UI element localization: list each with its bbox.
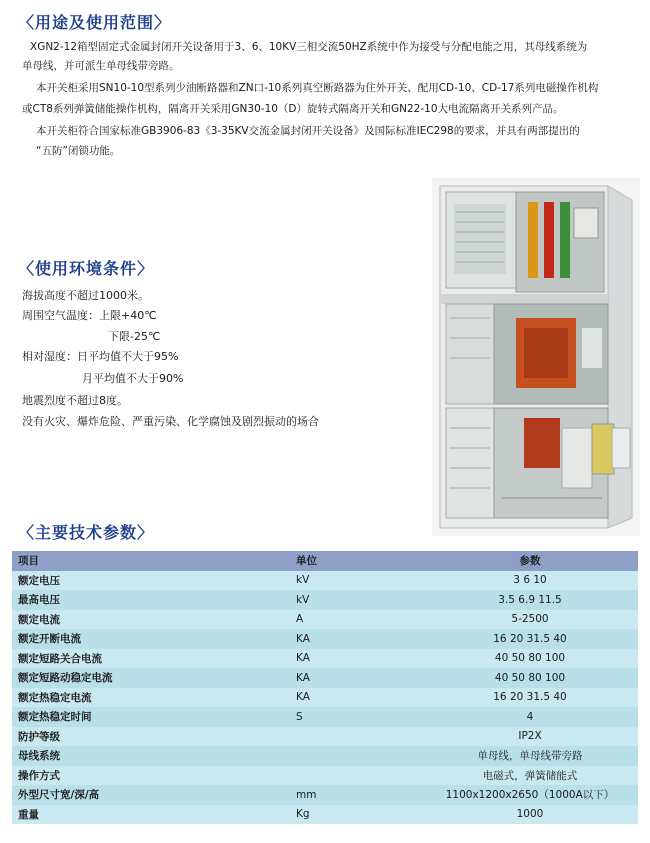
spec-header-row xyxy=(12,551,638,571)
env-humidity-month: 月平均值不大于90% xyxy=(82,372,184,385)
row-item: 额定电流 xyxy=(18,613,60,626)
row-value: 16 20 31.5 40 xyxy=(493,691,567,704)
usage-line-4: 或CT8系列弹簧储能操作机构，隔离开关采用GN30-10（D）旋转式隔离开关和GN22-10大电流隔离开关系列产品。 xyxy=(22,103,564,115)
row-item: 额定电压 xyxy=(18,574,60,587)
row-unit: kV xyxy=(296,593,310,606)
table-row xyxy=(12,668,638,688)
row-value: 4 xyxy=(526,710,534,723)
row-unit: KA xyxy=(296,632,310,645)
row-item: 额定短路关合电流 xyxy=(18,652,102,665)
header-value: 参数 xyxy=(519,555,541,568)
table-row xyxy=(12,727,638,747)
row-unit: KA xyxy=(296,691,310,704)
usage-line-1: XGN2-12箱型固定式金属封闭开关设备用于3、6、10KV三相交流50HZ系统中作为接受与分配电能之用，其母线系统为 xyxy=(30,41,588,53)
table-row xyxy=(12,629,638,649)
row-value: 电磁式，弹簧储能式 xyxy=(482,769,578,782)
table-row xyxy=(12,590,638,610)
row-item: 额定开断电流 xyxy=(18,633,81,646)
row-item: 额定短路动稳定电流 xyxy=(18,672,113,685)
row-value: 1000 xyxy=(516,808,544,821)
env-altitude: 海拔高度不超过1000米。 xyxy=(22,289,149,302)
table-row xyxy=(12,610,638,630)
env-temp-lower: 下限-25℃ xyxy=(108,330,161,343)
table-row xyxy=(12,805,638,825)
table-row xyxy=(12,766,638,786)
row-item: 母线系统 xyxy=(18,750,60,763)
row-unit: KA xyxy=(296,652,310,665)
row-item: 操作方式 xyxy=(18,769,60,782)
env-humidity-day: 相对湿度：日平均值不大于95% xyxy=(22,350,179,363)
table-row xyxy=(12,746,638,766)
usage-line-5: 本开关柜符合国家标准GB3906-83《3-35KV交流金属封闭开关设备》及国际标准IEC298的要求，并具有两部提出的 xyxy=(36,125,580,137)
row-item: 外型尺寸宽/深/高 xyxy=(18,789,100,802)
table-row xyxy=(12,649,638,669)
section-title-specs: 〈主要技术参数〉 xyxy=(18,523,155,542)
table-row xyxy=(12,785,638,805)
row-item: 额定热稳定电流 xyxy=(18,691,92,704)
row-value: 16 20 31.5 40 xyxy=(493,632,567,645)
row-value: 3.5 6.9 11.5 xyxy=(498,593,562,606)
row-unit xyxy=(282,746,422,766)
header-unit: 单位 xyxy=(296,555,317,568)
row-unit: KA xyxy=(296,671,310,684)
row-unit: mm xyxy=(296,788,317,801)
env-hazards: 没有火灾、爆炸危险、严重污染、化学腐蚀及剧烈振动的场合 xyxy=(22,415,319,428)
row-value: 1100x1200x2650（1000A以下） xyxy=(445,789,615,802)
table-row xyxy=(12,571,638,591)
env-seismic: 地震烈度不超过8度。 xyxy=(22,394,128,407)
usage-line-3: 本开关柜采用SN10-10型系列少油断路器和ZN口-10系列真空断路器为住外开关、配用CD-10、CD-17系列电磁操作机构 xyxy=(36,82,599,94)
section-title-usage: 〈用途及使用范围〉 xyxy=(18,13,172,32)
row-value: 40 50 80 100 xyxy=(494,652,566,665)
row-value: 3 6 10 xyxy=(513,574,547,587)
row-unit: Kg xyxy=(296,808,310,821)
row-value: 5-2500 xyxy=(511,613,549,626)
header-item: 项目 xyxy=(18,555,39,568)
row-unit: A xyxy=(296,613,304,626)
row-unit xyxy=(282,766,422,786)
row-item: 额定热稳定时间 xyxy=(18,711,92,724)
usage-line-2: 单母线，并可派生单母线带旁路。 xyxy=(22,60,180,72)
table-row xyxy=(12,688,638,708)
spec-table xyxy=(12,551,638,824)
row-value: 40 50 80 100 xyxy=(494,671,566,684)
row-item: 重量 xyxy=(18,808,39,821)
row-item: 防护等级 xyxy=(18,730,60,743)
section-title-environment: 〈使用环境条件〉 xyxy=(18,259,155,278)
row-unit: S xyxy=(296,710,303,723)
row-unit xyxy=(282,727,422,747)
usage-line-6: “五防”闭锁功能。 xyxy=(36,145,121,157)
row-unit: kV xyxy=(296,574,310,587)
row-value: 单母线，单母线带旁路 xyxy=(477,750,583,763)
table-row xyxy=(12,707,638,727)
switchgear-cabinet-image xyxy=(432,178,640,536)
env-temp-upper: 周围空气温度：上限+40℃ xyxy=(22,309,157,322)
row-item: 最高电压 xyxy=(18,594,60,607)
row-value: IP2X xyxy=(518,730,542,743)
